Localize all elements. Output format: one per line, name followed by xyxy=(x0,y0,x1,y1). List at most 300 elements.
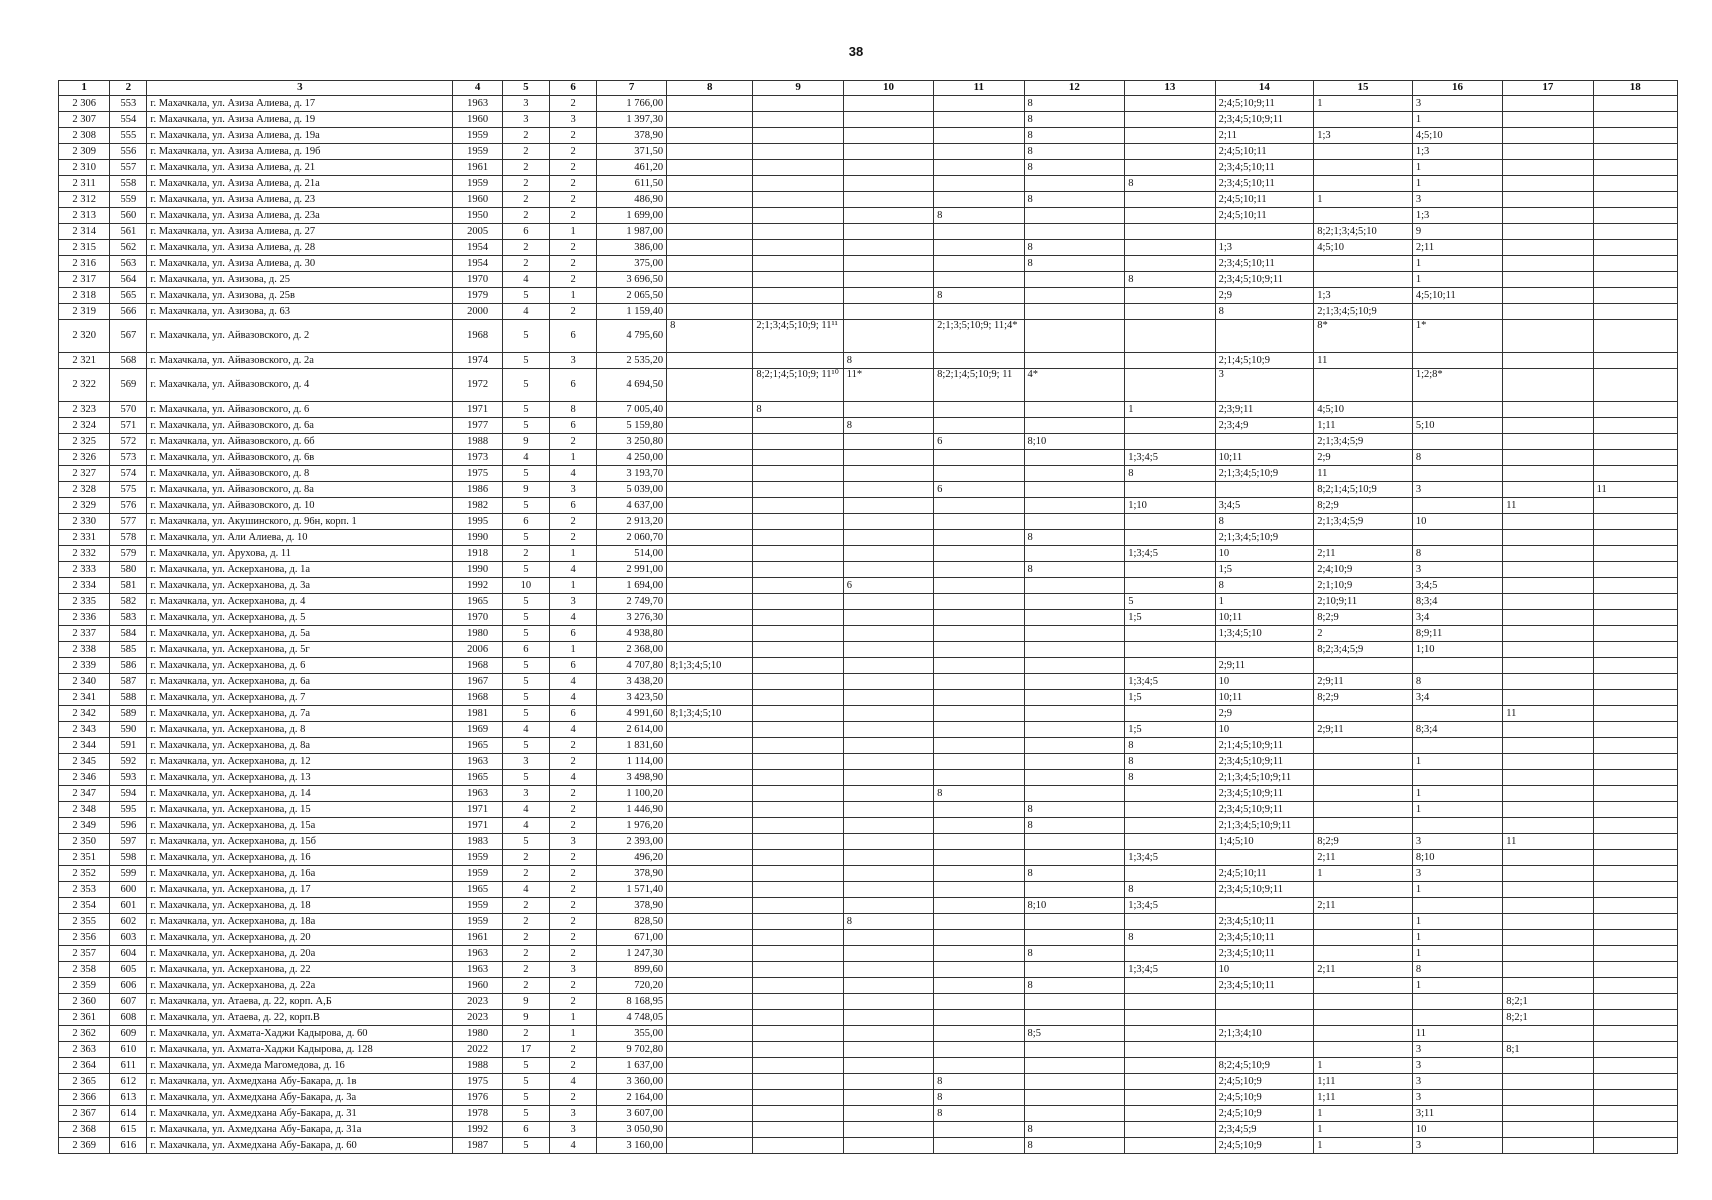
cell-col-3: г. Махачкала, ул. Аскерханова, д. 5 xyxy=(147,610,453,626)
cell-col-1: 2 345 xyxy=(59,754,110,770)
cell-col-2: 554 xyxy=(110,112,147,128)
cell-col-8 xyxy=(667,96,753,112)
cell-col-15: 11 xyxy=(1314,466,1413,482)
table-row xyxy=(59,224,1678,240)
cell-col-12 xyxy=(1024,754,1125,770)
cell-col-14: 2;3;4;5;10;9;11 xyxy=(1215,112,1314,128)
cell-col-17 xyxy=(1503,722,1593,738)
cell-col-15 xyxy=(1314,994,1413,1010)
cell-col-18 xyxy=(1593,1058,1677,1074)
cell-col-17 xyxy=(1503,176,1593,192)
cell-col-15 xyxy=(1314,978,1413,994)
cell-col-12 xyxy=(1024,1010,1125,1026)
cell-col-16 xyxy=(1412,466,1502,482)
cell-col-12 xyxy=(1024,850,1125,866)
cell-col-18 xyxy=(1593,882,1677,898)
cell-col-1: 2 322 xyxy=(59,369,110,402)
cell-col-4: 1969 xyxy=(453,722,502,738)
table-row xyxy=(59,1058,1678,1074)
cell-col-13 xyxy=(1125,96,1215,112)
cell-col-12: 8 xyxy=(1024,1138,1125,1154)
cell-col-2: 616 xyxy=(110,1138,147,1154)
cell-col-6: 2 xyxy=(550,866,597,882)
cell-col-9 xyxy=(753,834,843,850)
table-row xyxy=(59,144,1678,160)
cell-col-8 xyxy=(667,434,753,450)
cell-col-6: 2 xyxy=(550,530,597,546)
cell-col-13 xyxy=(1125,288,1215,304)
cell-col-7: 5 039,00 xyxy=(597,482,667,498)
cell-col-17 xyxy=(1503,450,1593,466)
cell-col-13: 8 xyxy=(1125,272,1215,288)
cell-col-18 xyxy=(1593,914,1677,930)
cell-col-8 xyxy=(667,994,753,1010)
cell-col-1: 2 320 xyxy=(59,320,110,353)
cell-col-1: 2 312 xyxy=(59,192,110,208)
cell-col-16: 1;3 xyxy=(1412,208,1502,224)
cell-col-11 xyxy=(934,418,1024,434)
cell-col-7: 514,00 xyxy=(597,546,667,562)
cell-col-2: 580 xyxy=(110,562,147,578)
column-header-3: 3 xyxy=(147,81,453,96)
cell-col-8 xyxy=(667,353,753,369)
cell-col-9 xyxy=(753,176,843,192)
cell-col-17: 8;2;1 xyxy=(1503,1010,1593,1026)
cell-col-6: 4 xyxy=(550,674,597,690)
cell-col-17: 8;2;1 xyxy=(1503,994,1593,1010)
cell-col-16: 8 xyxy=(1412,546,1502,562)
cell-col-9 xyxy=(753,272,843,288)
table-row xyxy=(59,1074,1678,1090)
cell-col-3: г. Махачкала, ул. Азиза Алиева, д. 28 xyxy=(147,240,453,256)
cell-col-17: 11 xyxy=(1503,498,1593,514)
cell-col-1: 2 309 xyxy=(59,144,110,160)
cell-col-2: 611 xyxy=(110,1058,147,1074)
cell-col-13 xyxy=(1125,786,1215,802)
cell-col-3: г. Махачкала, ул. Айвазовского, д. 10 xyxy=(147,498,453,514)
cell-col-2: 605 xyxy=(110,962,147,978)
cell-col-13 xyxy=(1125,1106,1215,1122)
cell-col-18 xyxy=(1593,353,1677,369)
cell-col-6: 2 xyxy=(550,1042,597,1058)
cell-col-9 xyxy=(753,434,843,450)
cell-col-12: 8 xyxy=(1024,946,1125,962)
cell-col-18 xyxy=(1593,224,1677,240)
cell-col-3: г. Махачкала, ул. Аскерханова, д. 5г xyxy=(147,642,453,658)
cell-col-3: г. Махачкала, ул. Аскерханова, д. 20 xyxy=(147,930,453,946)
cell-col-16: 1;2;8* xyxy=(1412,369,1502,402)
cell-col-10 xyxy=(843,144,933,160)
cell-col-6: 1 xyxy=(550,1026,597,1042)
cell-col-10 xyxy=(843,514,933,530)
cell-col-6: 2 xyxy=(550,802,597,818)
cell-col-17 xyxy=(1503,482,1593,498)
cell-col-15: 2;4;10;9 xyxy=(1314,562,1413,578)
cell-col-6: 3 xyxy=(550,1106,597,1122)
cell-col-6: 6 xyxy=(550,706,597,722)
cell-col-11 xyxy=(934,240,1024,256)
cell-col-16: 3 xyxy=(1412,96,1502,112)
cell-col-11: 8 xyxy=(934,786,1024,802)
table-row xyxy=(59,482,1678,498)
cell-col-4: 1990 xyxy=(453,562,502,578)
cell-col-2: 594 xyxy=(110,786,147,802)
cell-col-4: 2023 xyxy=(453,994,502,1010)
cell-col-2: 566 xyxy=(110,304,147,320)
cell-col-2: 571 xyxy=(110,418,147,434)
cell-col-17 xyxy=(1503,546,1593,562)
cell-col-2: 567 xyxy=(110,320,147,353)
cell-col-4: 1965 xyxy=(453,738,502,754)
cell-col-18 xyxy=(1593,1122,1677,1138)
cell-col-9 xyxy=(753,930,843,946)
cell-col-15: 8;2;9 xyxy=(1314,610,1413,626)
cell-col-7: 2 164,00 xyxy=(597,1090,667,1106)
cell-col-11 xyxy=(934,1026,1024,1042)
cell-col-17 xyxy=(1503,866,1593,882)
cell-col-2: 598 xyxy=(110,850,147,866)
cell-col-13: 1;3;4;5 xyxy=(1125,450,1215,466)
cell-col-15: 1;11 xyxy=(1314,1090,1413,1106)
cell-col-10 xyxy=(843,866,933,882)
cell-col-1: 2 334 xyxy=(59,578,110,594)
cell-col-4: 1965 xyxy=(453,594,502,610)
cell-col-9 xyxy=(753,690,843,706)
cell-col-1: 2 367 xyxy=(59,1106,110,1122)
cell-col-15: 2;11 xyxy=(1314,962,1413,978)
cell-col-14 xyxy=(1215,994,1314,1010)
cell-col-15 xyxy=(1314,160,1413,176)
cell-col-2: 574 xyxy=(110,466,147,482)
cell-col-15: 1 xyxy=(1314,1106,1413,1122)
cell-col-1: 2 340 xyxy=(59,674,110,690)
cell-col-1: 2 324 xyxy=(59,418,110,434)
cell-col-9 xyxy=(753,626,843,642)
cell-col-18 xyxy=(1593,176,1677,192)
cell-col-10 xyxy=(843,320,933,353)
cell-col-10 xyxy=(843,994,933,1010)
cell-col-6: 4 xyxy=(550,1138,597,1154)
cell-col-16: 1* xyxy=(1412,320,1502,353)
cell-col-17 xyxy=(1503,786,1593,802)
cell-col-14: 2;9 xyxy=(1215,706,1314,722)
cell-col-14: 2;1;3;4;10 xyxy=(1215,1026,1314,1042)
cell-col-5: 5 xyxy=(502,369,549,402)
cell-col-12 xyxy=(1024,674,1125,690)
cell-col-4: 1987 xyxy=(453,1138,502,1154)
cell-col-13: 5 xyxy=(1125,594,1215,610)
cell-col-10 xyxy=(843,882,933,898)
cell-col-7: 2 060,70 xyxy=(597,530,667,546)
column-header-5: 5 xyxy=(502,81,549,96)
cell-col-6: 2 xyxy=(550,738,597,754)
cell-col-6: 1 xyxy=(550,642,597,658)
cell-col-14: 2;4;5;10;11 xyxy=(1215,144,1314,160)
cell-col-3: г. Махачкала, ул. Азизова, д. 25в xyxy=(147,288,453,304)
cell-col-15: 11 xyxy=(1314,353,1413,369)
cell-col-11 xyxy=(934,1010,1024,1026)
cell-col-17 xyxy=(1503,578,1593,594)
cell-col-10 xyxy=(843,482,933,498)
cell-col-5: 2 xyxy=(502,128,549,144)
cell-col-17 xyxy=(1503,128,1593,144)
cell-col-3: г. Махачкала, ул. Айвазовского, д. 6 xyxy=(147,402,453,418)
cell-col-15: 1 xyxy=(1314,1122,1413,1138)
cell-col-3: г. Махачкала, ул. Азиза Алиева, д. 27 xyxy=(147,224,453,240)
cell-col-7: 720,20 xyxy=(597,978,667,994)
cell-col-10 xyxy=(843,946,933,962)
cell-col-7: 1 159,40 xyxy=(597,304,667,320)
cell-col-11 xyxy=(934,546,1024,562)
cell-col-11 xyxy=(934,304,1024,320)
table-row xyxy=(59,610,1678,626)
cell-col-3: г. Махачкала, ул. Айвазовского, д. 8 xyxy=(147,466,453,482)
cell-col-10 xyxy=(843,498,933,514)
cell-col-2: 556 xyxy=(110,144,147,160)
cell-col-15 xyxy=(1314,802,1413,818)
cell-col-11: 8 xyxy=(934,1106,1024,1122)
cell-col-14: 2;3;4;5;10;11 xyxy=(1215,176,1314,192)
cell-col-14: 1;4;5;10 xyxy=(1215,834,1314,850)
cell-col-17 xyxy=(1503,882,1593,898)
cell-col-11 xyxy=(934,914,1024,930)
cell-col-13 xyxy=(1125,160,1215,176)
cell-col-16 xyxy=(1412,304,1502,320)
cell-col-1: 2 316 xyxy=(59,256,110,272)
cell-col-14: 8 xyxy=(1215,578,1314,594)
cell-col-2: 591 xyxy=(110,738,147,754)
cell-col-14 xyxy=(1215,320,1314,353)
cell-col-1: 2 317 xyxy=(59,272,110,288)
cell-col-4: 1959 xyxy=(453,914,502,930)
column-header-12: 12 xyxy=(1024,81,1125,96)
table-row xyxy=(59,192,1678,208)
column-header-18: 18 xyxy=(1593,81,1677,96)
table-row xyxy=(59,914,1678,930)
cell-col-16: 10 xyxy=(1412,514,1502,530)
cell-col-12: 8 xyxy=(1024,160,1125,176)
cell-col-7: 671,00 xyxy=(597,930,667,946)
cell-col-15 xyxy=(1314,754,1413,770)
cell-col-10 xyxy=(843,626,933,642)
cell-col-10: 8 xyxy=(843,418,933,434)
cell-col-13 xyxy=(1125,834,1215,850)
cell-col-1: 2 314 xyxy=(59,224,110,240)
cell-col-18 xyxy=(1593,626,1677,642)
cell-col-11 xyxy=(934,754,1024,770)
cell-col-12: 8;10 xyxy=(1024,898,1125,914)
cell-col-3: г. Махачкала, ул. Аскерханова, д. 14 xyxy=(147,786,453,802)
cell-col-13 xyxy=(1125,578,1215,594)
cell-col-18 xyxy=(1593,802,1677,818)
table-row xyxy=(59,546,1678,562)
cell-col-7: 378,90 xyxy=(597,128,667,144)
cell-col-10 xyxy=(843,304,933,320)
cell-col-1: 2 321 xyxy=(59,353,110,369)
cell-col-1: 2 362 xyxy=(59,1026,110,1042)
cell-col-15 xyxy=(1314,1026,1413,1042)
cell-col-4: 1992 xyxy=(453,1122,502,1138)
cell-col-7: 375,00 xyxy=(597,256,667,272)
cell-col-3: г. Махачкала, ул. Аскерханова, д. 18 xyxy=(147,898,453,914)
table-row xyxy=(59,946,1678,962)
cell-col-17 xyxy=(1503,514,1593,530)
cell-col-13: 8 xyxy=(1125,770,1215,786)
cell-col-16 xyxy=(1412,738,1502,754)
cell-col-15: 8;2;9 xyxy=(1314,498,1413,514)
cell-col-2: 602 xyxy=(110,914,147,930)
cell-col-5: 4 xyxy=(502,272,549,288)
cell-col-12 xyxy=(1024,930,1125,946)
cell-col-9 xyxy=(753,754,843,770)
cell-col-15: 4;5;10 xyxy=(1314,240,1413,256)
cell-col-16: 3 xyxy=(1412,562,1502,578)
cell-col-8: 8;1;3;4;5;10 xyxy=(667,706,753,722)
cell-col-9 xyxy=(753,256,843,272)
table-row xyxy=(59,160,1678,176)
cell-col-6: 2 xyxy=(550,786,597,802)
cell-col-14: 1;3;4;5;10 xyxy=(1215,626,1314,642)
cell-col-1: 2 359 xyxy=(59,978,110,994)
cell-col-8 xyxy=(667,914,753,930)
cell-col-18 xyxy=(1593,594,1677,610)
cell-col-4: 1992 xyxy=(453,578,502,594)
cell-col-6: 2 xyxy=(550,850,597,866)
cell-col-18 xyxy=(1593,1138,1677,1154)
cell-col-2: 581 xyxy=(110,578,147,594)
cell-col-7: 1 766,00 xyxy=(597,96,667,112)
cell-col-4: 1960 xyxy=(453,192,502,208)
cell-col-7: 2 535,20 xyxy=(597,353,667,369)
cell-col-2: 599 xyxy=(110,866,147,882)
cell-col-13 xyxy=(1125,1122,1215,1138)
column-header-16: 16 xyxy=(1412,81,1502,96)
column-header-9: 9 xyxy=(753,81,843,96)
cell-col-18 xyxy=(1593,1026,1677,1042)
cell-col-5: 6 xyxy=(502,1122,549,1138)
cell-col-8 xyxy=(667,1026,753,1042)
table-row xyxy=(59,208,1678,224)
cell-col-2: 590 xyxy=(110,722,147,738)
cell-col-3: г. Махачкала, ул. Айвазовского, д. 4 xyxy=(147,369,453,402)
cell-col-5: 5 xyxy=(502,770,549,786)
cell-col-3: г. Махачкала, ул. Азиза Алиева, д. 19 xyxy=(147,112,453,128)
cell-col-8 xyxy=(667,834,753,850)
cell-col-4: 1961 xyxy=(453,160,502,176)
cell-col-14: 10 xyxy=(1215,722,1314,738)
cell-col-5: 2 xyxy=(502,866,549,882)
cell-col-1: 2 369 xyxy=(59,1138,110,1154)
cell-col-14: 2;4;5;10;9 xyxy=(1215,1090,1314,1106)
cell-col-12 xyxy=(1024,962,1125,978)
cell-col-16 xyxy=(1412,1010,1502,1026)
cell-col-5: 17 xyxy=(502,1042,549,1058)
table-row xyxy=(59,272,1678,288)
cell-col-10 xyxy=(843,754,933,770)
table-row xyxy=(59,369,1678,402)
cell-col-6: 2 xyxy=(550,978,597,994)
cell-col-16 xyxy=(1412,770,1502,786)
cell-col-16: 1 xyxy=(1412,112,1502,128)
table-row xyxy=(59,738,1678,754)
cell-col-15 xyxy=(1314,208,1413,224)
cell-col-3: г. Махачкала, ул. Ахмедхана Абу-Бакара, д. 31а xyxy=(147,1122,453,1138)
cell-col-8 xyxy=(667,128,753,144)
cell-col-17 xyxy=(1503,1074,1593,1090)
cell-col-8 xyxy=(667,240,753,256)
cell-col-1: 2 335 xyxy=(59,594,110,610)
cell-col-6: 6 xyxy=(550,369,597,402)
cell-col-3: г. Махачкала, ул. Айвазовского, д. 6а xyxy=(147,418,453,434)
cell-col-14: 1 xyxy=(1215,594,1314,610)
cell-col-2: 607 xyxy=(110,994,147,1010)
cell-col-13 xyxy=(1125,946,1215,962)
cell-col-17 xyxy=(1503,850,1593,866)
cell-col-6: 2 xyxy=(550,208,597,224)
cell-col-13 xyxy=(1125,1058,1215,1074)
cell-col-14: 2;4;5;10;11 xyxy=(1215,208,1314,224)
cell-col-8 xyxy=(667,946,753,962)
cell-col-17 xyxy=(1503,818,1593,834)
cell-col-12 xyxy=(1024,658,1125,674)
cell-col-9 xyxy=(753,1042,843,1058)
cell-col-7: 4 991,60 xyxy=(597,706,667,722)
cell-col-5: 4 xyxy=(502,818,549,834)
cell-col-11 xyxy=(934,626,1024,642)
cell-col-13 xyxy=(1125,192,1215,208)
cell-col-12 xyxy=(1024,208,1125,224)
cell-col-1: 2 306 xyxy=(59,96,110,112)
cell-col-7: 828,50 xyxy=(597,914,667,930)
cell-col-16 xyxy=(1412,353,1502,369)
cell-col-5: 5 xyxy=(502,498,549,514)
cell-col-1: 2 333 xyxy=(59,562,110,578)
cell-col-9: 2;1;3;4;5;10;9; 11¹¹ xyxy=(753,320,843,353)
cell-col-1: 2 353 xyxy=(59,882,110,898)
column-header-2: 2 xyxy=(110,81,147,96)
cell-col-18 xyxy=(1593,192,1677,208)
cell-col-18 xyxy=(1593,272,1677,288)
cell-col-12: 8 xyxy=(1024,866,1125,882)
cell-col-5: 4 xyxy=(502,722,549,738)
cell-col-16: 8;9;11 xyxy=(1412,626,1502,642)
cell-col-18 xyxy=(1593,850,1677,866)
cell-col-13 xyxy=(1125,626,1215,642)
cell-col-8: 8 xyxy=(667,320,753,353)
cell-col-16: 3;11 xyxy=(1412,1106,1502,1122)
cell-col-9 xyxy=(753,850,843,866)
cell-col-6: 3 xyxy=(550,353,597,369)
cell-col-6: 3 xyxy=(550,594,597,610)
cell-col-5: 5 xyxy=(502,418,549,434)
cell-col-2: 553 xyxy=(110,96,147,112)
cell-col-10: 11* xyxy=(843,369,933,402)
cell-col-6: 2 xyxy=(550,1058,597,1074)
cell-col-14: 10;11 xyxy=(1215,690,1314,706)
cell-col-18 xyxy=(1593,402,1677,418)
cell-col-5: 2 xyxy=(502,1026,549,1042)
cell-col-9 xyxy=(753,482,843,498)
cell-col-2: 565 xyxy=(110,288,147,304)
cell-col-10 xyxy=(843,546,933,562)
cell-col-18 xyxy=(1593,642,1677,658)
table-row xyxy=(59,514,1678,530)
cell-col-4: 1971 xyxy=(453,802,502,818)
cell-col-12 xyxy=(1024,914,1125,930)
cell-col-6: 6 xyxy=(550,658,597,674)
cell-col-11 xyxy=(934,1042,1024,1058)
cell-col-14: 2;3;4;5;10;11 xyxy=(1215,946,1314,962)
